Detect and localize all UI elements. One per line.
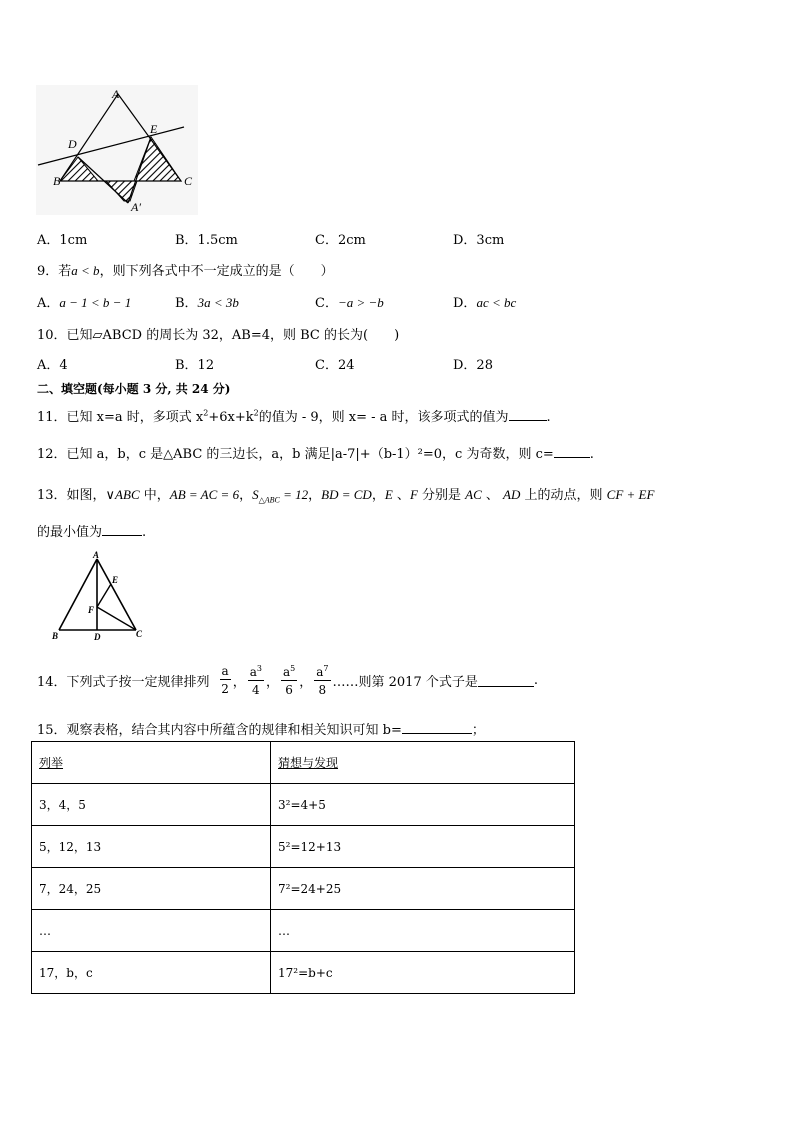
q9-condition: a < b: [71, 263, 100, 278]
table-cell: 5²=12+13: [271, 826, 575, 868]
pattern-table: [31, 741, 575, 994]
question-14: 14．下列式子按一定规律排列 $\frac{a}{2}$ ， $\frac{a^3}{4}$ ， $\frac{a^5}{6}$ ， $\frac{a^7}{8}$ ……则第 2017 个式子是 .: [37, 663, 538, 697]
figure-triangle-fold: [36, 85, 198, 215]
table-cell: 17，b，c: [32, 952, 271, 994]
q10-option-d: D．28: [453, 358, 493, 373]
q11-answer-blank[interactable]: [509, 408, 547, 421]
table-row: [32, 784, 575, 826]
label-D: D: [68, 137, 77, 151]
label-A: A: [112, 87, 120, 101]
table-row: [32, 952, 575, 994]
q14-fraction-4: $\frac{a^7}{8}$: [316, 663, 329, 697]
section-heading: 二、填空题(每小题 3 分, 共 24 分): [37, 382, 231, 396]
triangle-abc-diagram: [44, 549, 154, 643]
table-cell: 7²=24+25: [271, 868, 575, 910]
q8-option-b: B．1.5cm: [175, 233, 238, 248]
fig2-label-C: C: [136, 629, 143, 639]
q15-answer-blank[interactable]: [402, 721, 472, 734]
q8-option-c: C．2cm: [315, 233, 366, 248]
fig2-label-D: D: [94, 632, 101, 642]
table-row: [32, 868, 575, 910]
table-cell: 3，4，5: [32, 784, 271, 826]
q8-option-a: A．1cm: [37, 233, 88, 248]
q9-option-d: D．ac < bc: [453, 295, 517, 311]
label-A-prime: A′: [131, 200, 141, 214]
q10-option-c: C．24: [315, 358, 355, 373]
table-cell: 3²=4+5: [271, 784, 575, 826]
table-cell: 5，12，13: [32, 826, 271, 868]
q14-fraction-1: $\frac{a}{2}$: [221, 664, 229, 696]
q9-suffix: ，则下列各式中不一定成立的是（ ）: [99, 264, 334, 279]
label-C: C: [184, 174, 193, 188]
label-E: E: [150, 122, 158, 136]
question-12: 12．已知 a，b，c 是△ABC 的三边长，a，b 满足|a-7|+（b-1）²=0，c 为奇数，则 c= .: [37, 447, 594, 462]
q13-answer-blank[interactable]: [102, 523, 142, 536]
table-cell: 7，24，25: [32, 868, 271, 910]
fig2-label-A: A: [93, 550, 100, 560]
label-B: B: [53, 174, 61, 188]
question-9: [37, 260, 334, 279]
q10-option-a: A．4: [37, 358, 68, 373]
table-cell: …: [32, 910, 271, 952]
question-11: 11．已知 x=a 时，多项式 $x^2+6x+k^2$的值为 - 9，则 x= - a 时，该多项式的值为 .: [37, 408, 551, 425]
fig2-label-B: B: [52, 631, 59, 641]
q14-fraction-3: $\frac{a^5}{6}$: [282, 663, 296, 697]
question-10: 10．已知▱ABCD 的周长为 32，AB=4，则 BC 的长为( ): [37, 328, 400, 343]
q9-option-a: A．a − 1 < b − 1: [37, 295, 132, 311]
q14-fraction-2: $\frac{a^3}{4}$: [249, 663, 262, 697]
q10-option-b: B．12: [175, 358, 215, 373]
question-15: 15．观察表格，结合其内容中所蕴含的规律和相关知识可知 b= ；: [37, 723, 485, 738]
figure-triangle-abc: [44, 549, 154, 643]
q9-option-c: C．−a > −b: [315, 295, 384, 311]
table-header-cell: 猜想与发现: [271, 742, 575, 784]
table-cell: 17²=b+c: [271, 952, 575, 994]
q9-prefix: 9．若: [37, 264, 72, 279]
q9-option-b: B．3a < 3b: [175, 295, 239, 311]
table-header-row: [32, 742, 575, 784]
table-row: [32, 826, 575, 868]
question-13-line2: 的最小值为 .: [37, 525, 147, 540]
question-13-line1: 13．如图，∨ABC 中，AB = AC = 6，$S_{\triangle ABC} = 12$，BD = CD，E 、F 分别是 AC 、 AD 上的动点，则 CF + EF: [37, 487, 655, 505]
triangle-fold-diagram: [36, 85, 198, 215]
q14-answer-blank[interactable]: [478, 674, 534, 687]
table-cell: …: [271, 910, 575, 952]
q8-option-d: D．3cm: [453, 233, 505, 248]
table-row: [32, 910, 575, 952]
fig2-label-E: E: [112, 575, 119, 585]
q12-answer-blank[interactable]: [554, 445, 590, 458]
table-header-cell: 列举: [32, 742, 271, 784]
fig2-label-F: F: [88, 605, 95, 615]
